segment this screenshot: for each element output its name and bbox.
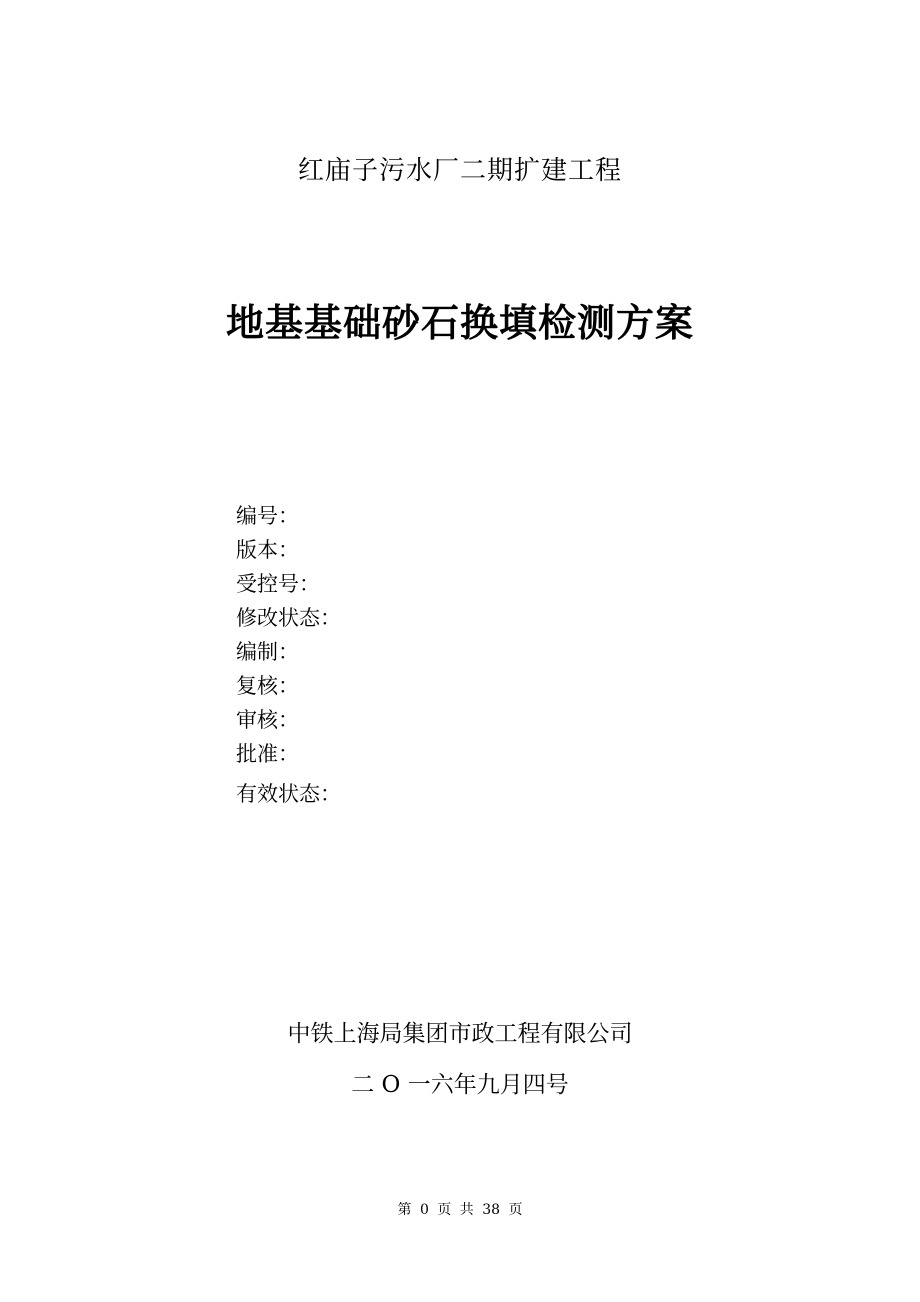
page-footer: 第 0 页 共 38 页 — [397, 1202, 523, 1218]
field-approved-by: 批准： — [236, 742, 299, 766]
field-reviewed-by: 审核： — [236, 708, 299, 732]
field-number: 编号： — [236, 504, 299, 528]
document-info-fields — [236, 502, 341, 814]
document-date: 二 O 一六年九月四号 — [351, 1072, 569, 1098]
document-title: 地基基础砂石换填检测方案 — [225, 301, 694, 345]
field-revision-status: 修改状态： — [236, 606, 341, 630]
company-name: 中铁上海局集团市政工程有限公司 — [287, 1021, 633, 1047]
field-version: 版本： — [236, 538, 299, 562]
field-checked-by: 复核： — [236, 674, 299, 698]
field-control-number: 受控号： — [236, 572, 320, 596]
field-validity-status: 有效状态： — [236, 782, 341, 806]
field-prepared-by: 编制： — [236, 640, 299, 664]
project-name: 红庙子污水厂二期扩建工程 — [297, 156, 622, 186]
